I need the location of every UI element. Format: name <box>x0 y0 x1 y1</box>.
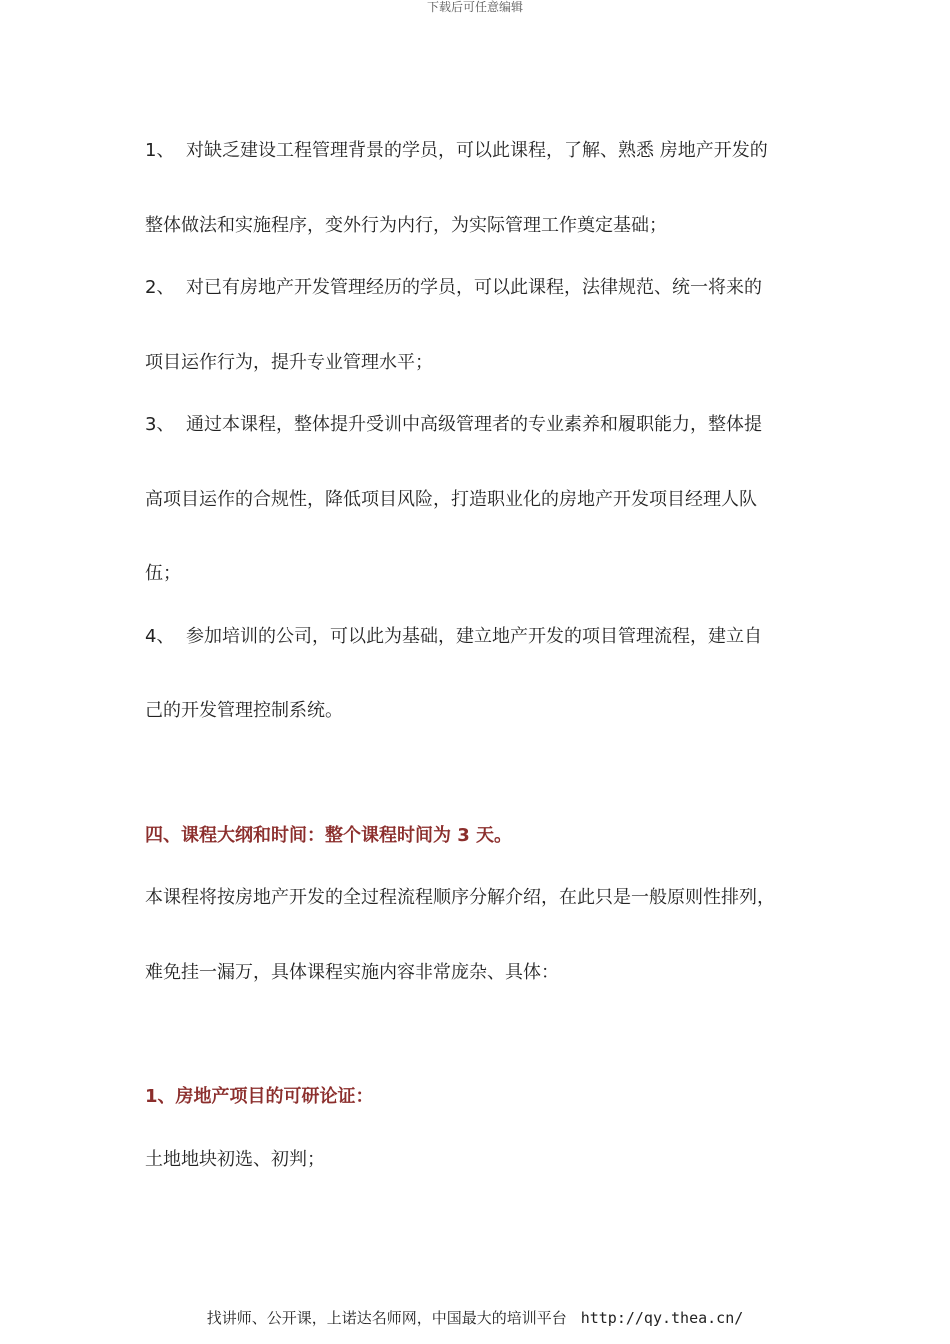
list-item-1-text: 对缺乏建设工程管理背景的学员，可以此课程，了解、熟悉 房地产开发的 <box>186 140 768 161</box>
list-item-4-text: 参加培训的公司，可以此为基础，建立地产开发的项目管理流程，建立自 <box>186 626 762 647</box>
section-4-paragraph-line-2: 难免挂一漏万，具体课程实施内容非常庞杂、具体： <box>145 962 559 983</box>
section-4-heading: 四、课程大纲和时间：整个课程时间为 3 天。 <box>145 825 513 846</box>
list-item-1-line-2: 整体做法和实施程序，变外行为内行，为实际管理工作奠定基础； <box>145 215 667 236</box>
list-item-4-line-2: 己的开发管理控制系统。 <box>145 700 343 721</box>
list-item-4-line-1 <box>145 625 762 649</box>
list-item-3-line-3: 伍； <box>145 563 181 584</box>
list-item-3-number: 3、 <box>145 414 175 435</box>
list-item-1-number: 1、 <box>145 140 175 161</box>
list-item-1-line-1 <box>145 139 768 163</box>
list-item-3-line-2: 高项目运作的合规性，降低项目风险，打造职业化的房地产开发项目经理人队 <box>145 489 757 510</box>
footer-url-link[interactable]: http://qy.thea.cn/ <box>580 1309 744 1327</box>
page-footer <box>0 1306 950 1330</box>
page-header-note: 下载后可任意编辑 <box>426 0 523 14</box>
footer-text: 找讲师、公开课，上诺达名师网，中国最大的培训平台 <box>206 1309 567 1327</box>
list-item-3-line-1 <box>145 413 762 437</box>
subsection-1-heading: 1、房地产项目的可研论证： <box>145 1086 374 1107</box>
subsection-1-line-1: 土地地块初选、初判； <box>145 1149 325 1170</box>
list-item-2-number: 2、 <box>145 277 175 298</box>
list-item-4-number: 4、 <box>145 626 175 647</box>
list-item-3-text: 通过本课程，整体提升受训中高级管理者的专业素养和履职能力，整体提 <box>186 414 762 435</box>
list-item-2-line-1 <box>145 276 762 300</box>
list-item-2-text: 对已有房地产开发管理经历的学员，可以此课程，法律规范、统一将来的 <box>186 277 762 298</box>
list-item-2-line-2: 项目运作行为，提升专业管理水平； <box>145 352 433 373</box>
section-4-paragraph-line-1: 本课程将按房地产开发的全过程流程顺序分解介绍，在此只是一般原则性排列， <box>145 887 775 908</box>
